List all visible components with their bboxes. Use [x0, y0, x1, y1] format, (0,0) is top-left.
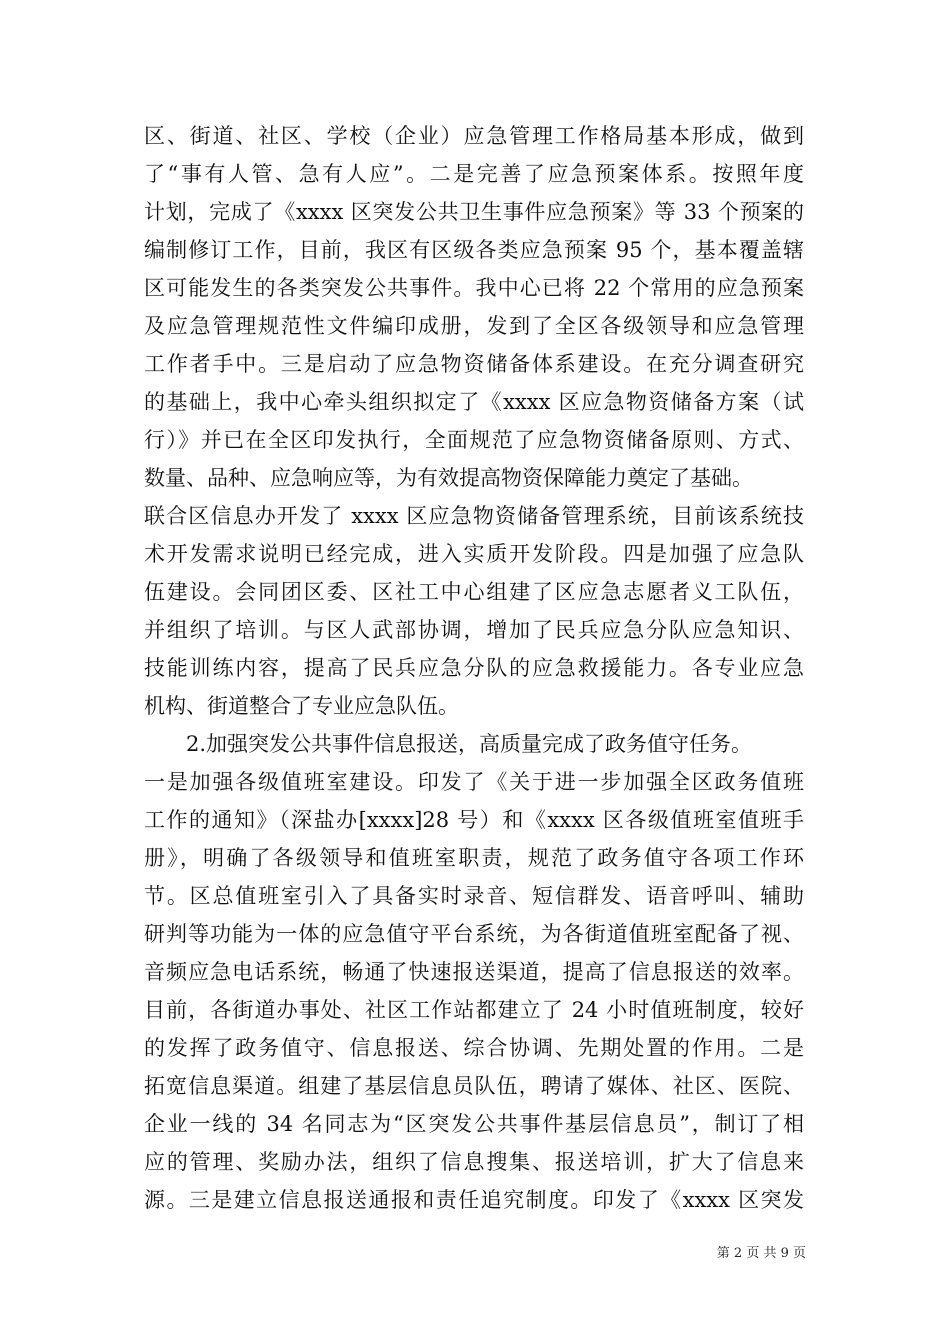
- body-line: 工作的通知》（深盐办[xxxx]28 号）和《xxxx 区各级值班室值班手: [144, 808, 804, 832]
- body-line: 企业一线的 34 名同志为“区突发公共事件基层信息员”，制订了相: [144, 1112, 804, 1136]
- body-line: 编制修订工作，目前，我区有区级各类应急预案 95 个，基本覆盖辖: [144, 238, 804, 262]
- body-line: 数量、品种、应急响应等，为有效提高物资保障能力奠定了基础。: [144, 466, 753, 490]
- body-line: 行）》并已在全区印发执行，全面规范了应急物资储备原则、方式、: [144, 428, 804, 452]
- body-line: 区可能发生的各类突发公共事件。我中心已将 22 个常用的应急预案: [144, 276, 804, 300]
- body-line: 区、街道、社区、学校（企业）应急管理工作格局基本形成，做到: [144, 124, 804, 148]
- body-line: 并组织了培训。与区人武部协调，增加了民兵应急分队应急知识、: [144, 618, 804, 642]
- body-line: 拓宽信息渠道。组建了基层信息员队伍，聘请了媒体、社区、医院、: [144, 1074, 804, 1098]
- body-line: 机构、街道整合了专业应急队伍。: [144, 694, 459, 718]
- body-line: 伍建设。会同团区委、区社工中心组建了区应急志愿者义工队伍，: [144, 580, 804, 604]
- section-heading-line: 2.加强突发公共事件信息报送，高质量完成了政务值守任务。: [186, 732, 753, 756]
- body-line: 源。三是建立信息报送通报和责任追究制度。印发了《xxxx 区突发: [144, 1188, 804, 1212]
- page-number-footer: 第 2 页 共 9 页: [716, 1246, 806, 1261]
- body-line: 的发挥了政务值守、信息报送、综合协调、先期处置的作用。二是: [144, 1036, 804, 1060]
- body-line: 技能训练内容，提高了民兵应急分队的应急救援能力。各专业应急: [144, 656, 804, 680]
- body-line: 一是加强各级值班室建设。印发了《关于进一步加强全区政务值班: [144, 770, 804, 794]
- body-line: 研判等功能为一体的应急值守平台系统，为各街道值班室配备了视、: [144, 922, 804, 946]
- body-line: 节。区总值班室引入了具备实时录音、短信群发、语音呼叫、辅助: [144, 884, 804, 908]
- body-line: 工作者手中。三是启动了应急物资储备体系建设。在充分调查研究: [144, 352, 804, 376]
- body-line: 目前，各街道办事处、社区工作站都建立了 24 小时值班制度，较好: [144, 998, 804, 1022]
- body-line: 及应急管理规范性文件编印成册，发到了全区各级领导和应急管理: [144, 314, 804, 338]
- body-line: 册》，明确了各级领导和值班室职责，规范了政务值守各项工作环: [144, 846, 804, 870]
- body-line: 术开发需求说明已经完成，进入实质开发阶段。四是加强了应急队: [144, 542, 804, 566]
- body-line: 计划，完成了《xxxx 区突发公共卫生事件应急预案》等 33 个预案的: [144, 200, 804, 224]
- body-line: 了“事有人管、急有人应”。二是完善了应急预案体系。按照年度: [144, 162, 804, 186]
- body-line: 音频应急电话系统，畅通了快速报送渠道，提高了信息报送的效率。: [144, 960, 804, 984]
- body-line: 联合区信息办开发了 xxxx 区应急物资储备管理系统，目前该系统技: [144, 504, 804, 528]
- body-line: 应的管理、奖励办法，组织了信息搜集、报送培训，扩大了信息来: [144, 1150, 804, 1174]
- body-line: 的基础上，我中心牵头组织拟定了《xxxx 区应急物资储备方案（试: [144, 390, 804, 414]
